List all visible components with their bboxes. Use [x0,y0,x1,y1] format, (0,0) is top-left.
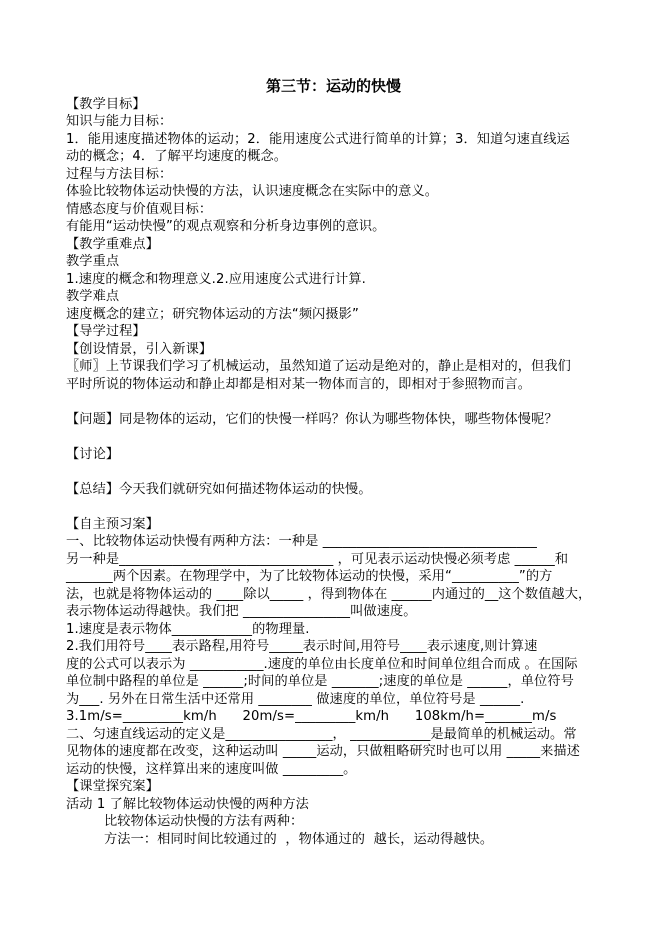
text-line: 体验比较物体运动快慢的方法，认识速度概念在实际中的意义。 [66,184,439,199]
text-line: 情感态度与价值观目标： [66,201,213,217]
text-line: 2.我们用符号____表示路程,用符号_____表示时间,用符号____表示速度,则计算速 [66,639,538,654]
text-line: 二、匀速直线运动的定义是________________， ____________是最简单的机械运动。常 [66,726,577,742]
text-line: 见物体的速度都在改变，这种运动叫 _____运动，只做粗略研究时也可以用 _____来描述 [66,744,581,759]
text-line: 另一种是________________________________ ，可见表示运动快慢必须考虑 ______和 [66,551,569,567]
text-line: 【问题】同是物体的运动，它们的快慢一样吗？你认为哪些物体快，哪些物体慢呢？ [66,411,558,427]
text-line: 【导学过程】 [66,324,146,339]
text-line: 【教学目标】 [66,96,146,112]
text-line: 度的公式可以表示为 ___________.速度的单位由长度单位和时间单位组合而成 。在国际 [66,656,578,672]
text-line: 表示物体运动得越快。我们把 ________________叫做速度。 [66,604,417,619]
text-lines-container [66,96,601,849]
text-line: 教学重点 [66,254,120,269]
text-line: 有能用“运动快慢”的观点观察和分析身边事例的意识。 [66,219,386,234]
text-line: 动的概念；4．了解平均速度的概念。 [66,149,288,164]
text-line: 【总结】今天我们就研究如何描述物体运动的快慢。 [66,481,372,497]
text-line: 【教学重难点】 [66,236,160,252]
text-line: 【创设情景，引入新课】 [66,341,213,357]
text-line: 【课堂探究案】 [66,779,160,794]
page-title: 第三节：运动的快慢 [265,77,401,95]
text-line: 【自主预习案】 [66,516,160,532]
text-line: 比较物体运动快慢的方法有两种： [104,814,304,829]
text-line: 3.1m/s=_________km/h 20m/s=_________km/h 108km/h=_______m/s [66,709,557,724]
blank-line [66,393,601,411]
blank-line [66,498,601,516]
text-line: 为___. 另外在日常生活中还常用 ________ 做速度的单位，单位符号是 ______. [66,691,525,707]
text-line: 运动的快慢，这样算出来的速度叫做 _________。 [66,761,357,777]
text-line: 方法一：相同时间比较通过的 ，物体通过的 越长，运动得越快。 [104,831,494,847]
text-line: 1．能用速度描述物体的运动；2．能用速度公式进行简单的计算；3．知道匀速直线运 [66,131,570,147]
text-line: 速度概念的建立；研究物体运动的方法“频闪摄影” [66,306,359,322]
text-line: 知识与能力目标： [66,114,173,129]
text-line: _______两个因素。在物理学中，为了比较物体运动的快慢，采用“__________”的方 [66,569,553,584]
text-line: 一、比较物体运动快慢有两种方法：一种是 ________________________________ [66,534,537,549]
text-line: 1.速度的概念和物理意义.2.应用速度公式进行计算. [66,271,366,287]
text-line: 法，也就是将物体运动的 ____除以_____ ，得到物体在 ______内通过的__这个数值越大， [66,586,592,602]
text-line: 教学难点 [66,289,120,304]
text-line: 活动 1 了解比较物体运动快慢的两种方法 [66,796,309,812]
text-line: 〖师〗上节课我们学习了机械运动，虽然知道了运动是绝对的，静止是相对的，但我们 [66,359,571,374]
text-line: 1.速度是表示物体____________的物理量. [66,621,310,637]
text-line: 【讨论】 [66,446,120,462]
blank-line [66,428,601,446]
text-line: 单位制中路程的单位是 ______;时间的单位是 _______;速度的单位是 ______，单位符号 [66,674,574,689]
blank-line [66,463,601,481]
text-line: 平时所说的物体运动和静止却都是相对某一物体而言的，即相对于参照物而言。 [66,376,532,392]
text-line: 过程与方法目标： [66,166,173,182]
